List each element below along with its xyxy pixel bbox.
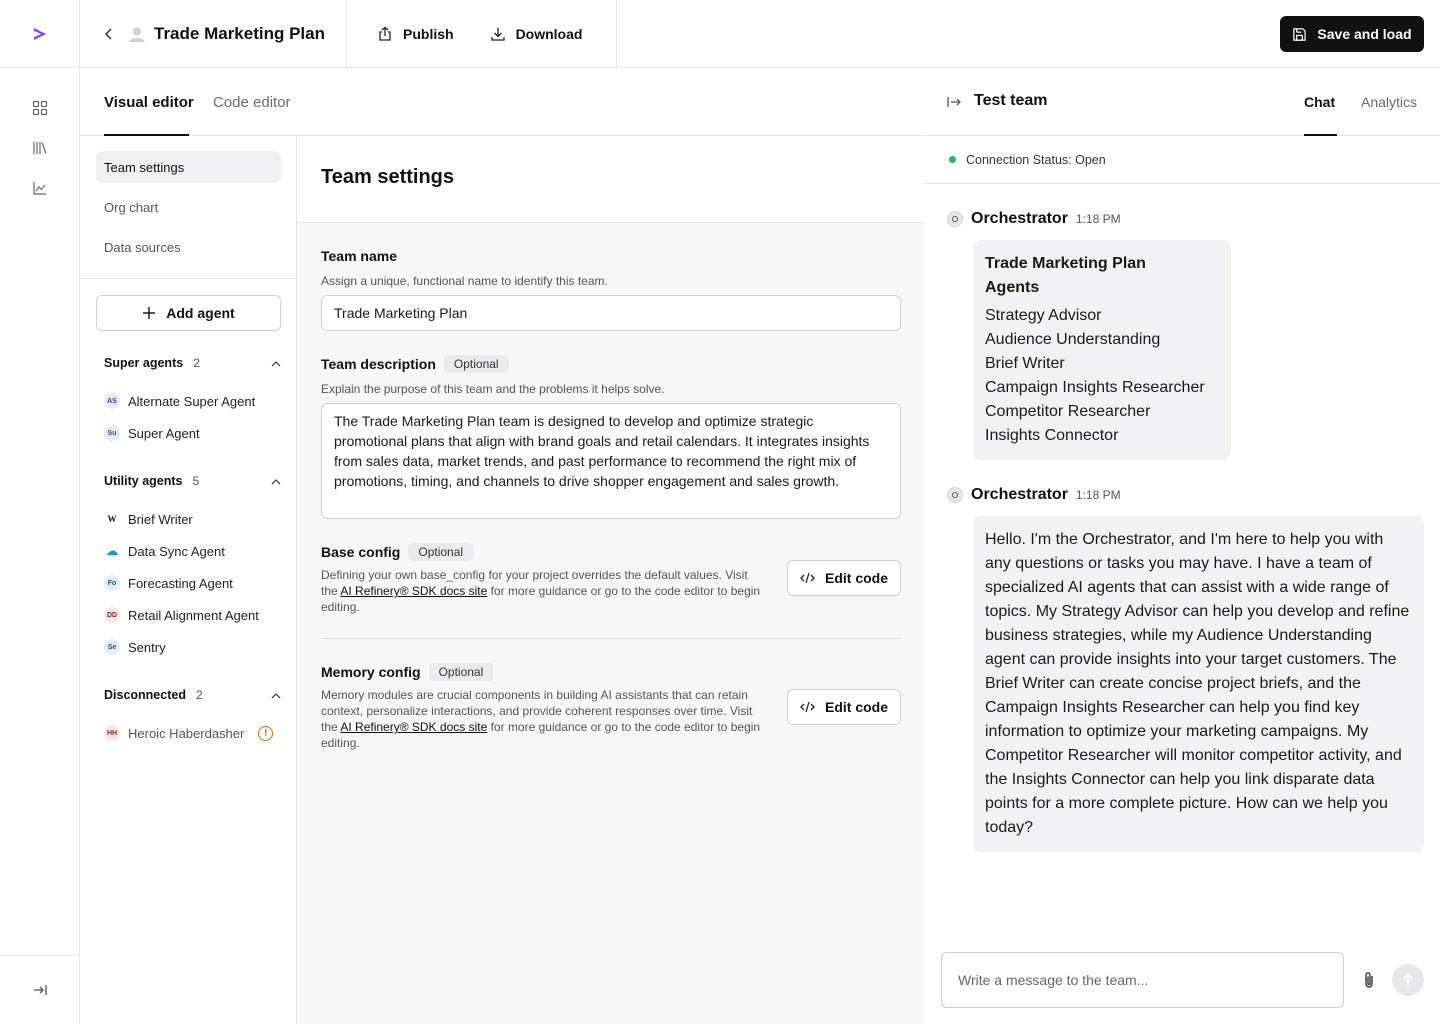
- nav-item-team-settings[interactable]: Team settings: [96, 151, 281, 183]
- agent-name: Data Sync Agent: [128, 543, 225, 559]
- settings-header: [297, 136, 924, 223]
- arrow-up-icon: [1402, 973, 1414, 987]
- nav-item-org-chart[interactable]: Org chart: [104, 199, 159, 215]
- sender-name: Orchestrator: [971, 210, 1068, 227]
- download-button[interactable]: [490, 26, 583, 42]
- help-text: Memory modules are crucial components in building AI assistants that can retain context, personalize interactions, and provide coherent responses over time. Visit the: [321, 688, 753, 734]
- memory-config-help: [321, 687, 766, 751]
- agent-avatar: Su: [104, 425, 120, 441]
- agent-line: Strategy Advisor: [985, 307, 1102, 324]
- base-config-edit-code-button[interactable]: [787, 560, 901, 596]
- agent-line: Campaign Insights Researcher: [985, 379, 1205, 396]
- message-header: [947, 210, 1121, 228]
- team-description-textarea[interactable]: The Trade Marketing Plan team is designed to develop and optimize strategic promotional plans that align with brand goals and retail calendars. It integrates insights from sales data, market trends, and past performance to recommend the right mix of promotions, timing, and channels to drive shopper engagement and sales growth.: [321, 403, 901, 519]
- status-text: Connection Status: Open: [966, 152, 1106, 167]
- base-config-help: [321, 567, 766, 615]
- chart-line-icon[interactable]: [28, 176, 52, 200]
- edit-code-label: Edit code: [824, 699, 888, 715]
- agent-line: Insights Connector: [985, 427, 1119, 444]
- label-text: Team description: [321, 356, 436, 372]
- group-utility-agents[interactable]: [104, 471, 281, 491]
- warning-icon[interactable]: !: [258, 726, 273, 741]
- message-bubble: [973, 240, 1231, 460]
- chevron-right-logo-icon: [31, 25, 49, 43]
- agent-line: Competitor Researcher: [985, 403, 1151, 420]
- save-and-load-button[interactable]: [1280, 16, 1424, 52]
- add-agent-label: Add agent: [166, 305, 235, 321]
- team-name-help: Assign a unique, functional name to identify this team.: [321, 274, 608, 288]
- help-text: for more guidance or go to the code editor to begin editing.: [321, 720, 761, 750]
- publish-label: Publish: [403, 25, 454, 42]
- agent-line: Brief Writer: [985, 355, 1065, 372]
- add-agent-button[interactable]: [96, 295, 281, 331]
- agent-item[interactable]: [104, 540, 281, 562]
- divider: [321, 638, 901, 639]
- team-avatar-icon: [128, 25, 146, 43]
- bubble-title: Trade Marketing Plan: [985, 255, 1146, 272]
- label-text: Memory config: [321, 664, 421, 680]
- chat-header: [925, 68, 1440, 136]
- sender-name: Orchestrator: [971, 486, 1068, 503]
- divider: [80, 278, 296, 279]
- group-count: 2: [195, 688, 203, 702]
- agent-item[interactable]: [104, 422, 281, 444]
- group-count: 2: [193, 356, 200, 370]
- agent-item[interactable]: [104, 604, 281, 626]
- save-icon: [1292, 27, 1307, 42]
- paperclip-icon[interactable]: [1359, 968, 1379, 992]
- optional-badge: Optional: [408, 543, 473, 561]
- code-icon: [800, 701, 815, 713]
- tab-visual-editor[interactable]: Visual editor: [104, 94, 194, 111]
- chevron-up-icon: [271, 688, 281, 702]
- tab-chat[interactable]: Chat: [1304, 94, 1336, 110]
- header-actions: [347, 0, 617, 67]
- title-area: [80, 0, 347, 67]
- connection-status: [925, 136, 1440, 184]
- team-description-help: Explain the purpose of this team and the problems it helps solve.: [321, 382, 665, 396]
- library-icon[interactable]: [28, 136, 52, 160]
- agent-avatar: DD: [104, 607, 120, 623]
- label-text: Base config: [321, 544, 401, 560]
- agent-avatar: Fo: [104, 575, 120, 591]
- nav-item-data-sources[interactable]: Data sources: [104, 239, 181, 255]
- editor-tabs: [80, 68, 924, 136]
- optional-badge: Optional: [444, 355, 509, 373]
- group-title: Super agents: [104, 356, 184, 370]
- settings-form: [297, 223, 924, 1024]
- chevron-up-icon: [271, 474, 281, 488]
- back-icon[interactable]: [104, 28, 114, 40]
- settings-heading: Team settings: [321, 166, 454, 188]
- edit-code-label: Edit code: [824, 570, 888, 586]
- expand-sidebar-button[interactable]: [0, 955, 80, 1024]
- help-text: Defining your own base_config for your project overrides the default values. Visit the: [321, 568, 748, 598]
- help-text: for more guidance or go to the code editor to begin editing.: [321, 584, 761, 614]
- base-config-label: [321, 543, 473, 561]
- agent-avatar: W: [104, 511, 120, 527]
- sdk-docs-link[interactable]: AI Refinery® SDK docs site: [340, 584, 488, 598]
- agent-avatar: Se: [104, 639, 120, 655]
- agent-name: Alternate Super Agent: [128, 393, 256, 409]
- status-dot-icon: [949, 156, 956, 163]
- chat-title: Test team: [974, 92, 1048, 109]
- group-count: 5: [192, 474, 200, 488]
- label-text: Team name: [321, 248, 397, 264]
- expand-icon: [32, 982, 48, 998]
- optional-badge: Optional: [429, 663, 494, 681]
- sdk-docs-link[interactable]: AI Refinery® SDK docs site: [340, 720, 488, 734]
- message-bubble: [973, 516, 1424, 852]
- collapse-panel-icon[interactable]: [946, 94, 962, 113]
- memory-config-edit-code-button[interactable]: [787, 689, 901, 725]
- tab-code-editor[interactable]: Code editor: [213, 94, 291, 111]
- message-input[interactable]: Write a message to the team...: [941, 952, 1344, 1008]
- group-disconnected[interactable]: [104, 685, 281, 705]
- agent-name: Super Agent: [128, 425, 200, 441]
- plus-icon: [142, 306, 156, 320]
- agent-name: Forecasting Agent: [128, 575, 233, 591]
- settings-panel: [297, 136, 924, 1024]
- grid-icon[interactable]: [28, 96, 52, 120]
- agent-line: Audience Understanding: [985, 331, 1161, 348]
- agent-name: Heroic Haberdasher: [128, 725, 245, 741]
- message-text: Hello. I'm the Orchestrator, and I'm here to help you with any questions or tasks you may have. I have a team of specialized AI agents that can assist with a wide range of topics. My Strategy Advisor can help you develop and refine business strategies, while my Audience Understanding agent can provide insights into your target customers. The Brief Writer can create concise project briefs, and the Campaign Insights Researcher can help you find key information to optimize your marketing campaigns. My Competitor Researcher will monitor competitor activity, and the Insights Connector can help you link disparate data points for a more complete picture. How can we help you today?: [985, 531, 1410, 836]
- avatar: O: [947, 487, 963, 503]
- chevron-up-icon: [271, 356, 281, 370]
- agent-item[interactable]: [104, 572, 281, 594]
- share-icon: [377, 26, 393, 42]
- team-name-input[interactable]: Trade Marketing Plan: [321, 295, 901, 331]
- app-logo[interactable]: [0, 0, 80, 68]
- group-title: Utility agents: [104, 474, 183, 488]
- left-rail: [0, 0, 80, 1024]
- download-icon: [490, 26, 506, 42]
- group-super-agents[interactable]: [104, 353, 281, 373]
- page-title: Trade Marketing Plan: [154, 23, 325, 43]
- memory-config-label: [321, 663, 493, 681]
- chat-panel: [925, 68, 1440, 1024]
- avatar: O: [947, 211, 963, 227]
- save-label: Save and load: [1317, 26, 1412, 42]
- agent-name: Brief Writer: [128, 511, 193, 527]
- cloud-icon: ☁: [106, 544, 118, 558]
- bubble-subtitle: Agents: [985, 279, 1040, 296]
- download-label: Download: [515, 25, 583, 42]
- message-header: [947, 486, 1121, 504]
- agent-item[interactable]: [104, 636, 281, 658]
- publish-button[interactable]: [377, 26, 454, 42]
- agent-item[interactable]: [104, 390, 281, 412]
- code-icon: [800, 572, 815, 584]
- agent-item[interactable]: [104, 508, 281, 530]
- team-description-label: [321, 355, 509, 373]
- top-bar: [80, 0, 1440, 68]
- agent-item[interactable]: [104, 722, 281, 744]
- send-button[interactable]: [1392, 964, 1424, 996]
- agent-name: Retail Alignment Agent: [128, 607, 259, 623]
- settings-sidebar: [80, 136, 297, 1024]
- message-time: 1:18 PM: [1075, 488, 1121, 502]
- agent-avatar: HH: [104, 725, 120, 741]
- message-time: 1:18 PM: [1075, 212, 1121, 226]
- agent-avatar: AS: [104, 393, 120, 409]
- tab-analytics[interactable]: Analytics: [1361, 94, 1418, 110]
- agent-name: Sentry: [128, 639, 166, 655]
- group-title: Disconnected: [104, 688, 186, 702]
- team-name-label: [321, 248, 397, 264]
